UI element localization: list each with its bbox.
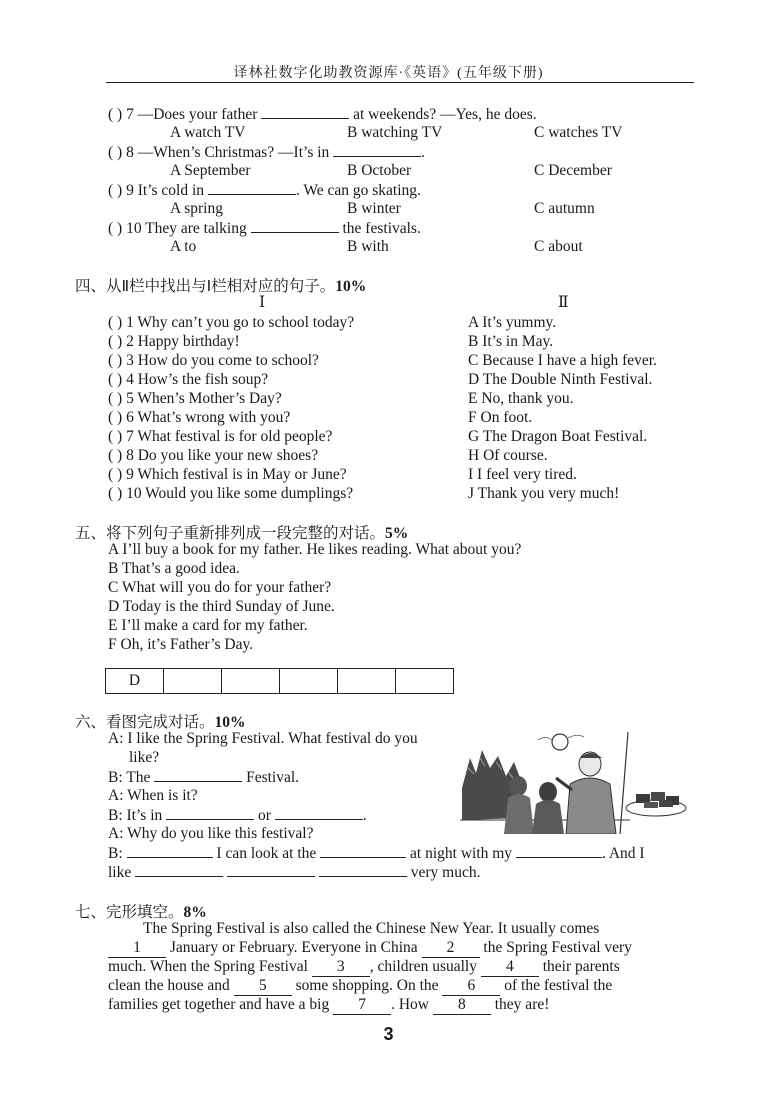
- cloze-blank[interactable]: 6: [442, 976, 500, 996]
- cloze-line-5: families get together and have a big 7 . How 8 they are!: [108, 996, 550, 1013]
- cloze-blank[interactable]: 8: [433, 995, 491, 1015]
- mother-body-icon: [532, 800, 564, 834]
- column-one-item: ( ) 10 Would you like some dumplings?: [108, 485, 354, 502]
- dialogue-line-7: like very much.: [108, 864, 481, 881]
- running-header: 译林社数字化助教资源库·《英语》(五年级下册): [233, 66, 544, 81]
- column-two-item: G The Dragon Boat Festival.: [468, 428, 648, 445]
- cloze-blank[interactable]: 3: [312, 957, 370, 977]
- dialogue-sentence: C What will you do for your father?: [108, 579, 332, 596]
- column-two-item: E No, thank you.: [468, 390, 574, 407]
- column-two-heading: Ⅱ: [558, 294, 569, 311]
- column-two-item: H Of course.: [468, 447, 548, 464]
- column-two-item: D The Double Ninth Festival.: [468, 371, 653, 388]
- column-two-item: C Because I have a high fever.: [468, 352, 657, 369]
- dialogue-line-6: B: I can look at the at night with my . And I: [108, 845, 645, 862]
- answer-blank[interactable]: [261, 104, 349, 119]
- order-answer-cell[interactable]: [164, 669, 222, 694]
- dialogue-sentence: F Oh, it’s Father’s Day.: [108, 636, 254, 653]
- child-head-icon: [509, 776, 527, 796]
- dialogue-sentence: D Today is the third Sunday of June.: [108, 598, 335, 615]
- order-answer-row: [106, 669, 454, 694]
- column-one-item: ( ) 5 When’s Mother’s Day?: [108, 390, 282, 407]
- column-two-item: A It’s yummy.: [468, 314, 557, 331]
- q10-stem: ( ) 10 They are talking the festivals.: [108, 220, 421, 237]
- answer-blank[interactable]: [127, 843, 213, 858]
- answer-blank[interactable]: [227, 862, 315, 877]
- answer-blank[interactable]: [251, 218, 339, 233]
- header-rule: [106, 82, 694, 83]
- dialogue-line-5: A: Why do you like this festival?: [108, 825, 314, 842]
- child-body-icon: [504, 794, 534, 834]
- dialogue-line-1: A: I like the Spring Festival. What festival do you: [108, 730, 418, 747]
- column-one-item: ( ) 7 What festival is for old people?: [108, 428, 333, 445]
- mother-head-icon: [539, 782, 557, 802]
- mooncake-icon: [659, 801, 673, 807]
- column-one-item: ( ) 2 Happy birthday!: [108, 333, 240, 350]
- cloze-line-3: much. When the Spring Festival 3 , children usually 4 their parents: [108, 958, 620, 975]
- q9-stem: ( ) 9 It’s cold in . We can go skating.: [108, 182, 421, 199]
- column-one-item: ( ) 1 Why can’t you go to school today?: [108, 314, 355, 331]
- cloze-blank[interactable]: 1: [108, 938, 166, 958]
- cloze-blank[interactable]: 5: [234, 976, 292, 996]
- cloze-blank[interactable]: 4: [481, 957, 539, 977]
- q7-option-b: B watching TV: [347, 124, 443, 141]
- order-answer-cell[interactable]: [280, 669, 338, 694]
- answer-blank[interactable]: [154, 767, 242, 782]
- dialogue-line-4: B: It’s in or .: [108, 807, 367, 824]
- section4-title: 四、从Ⅱ栏中找出与Ⅰ栏相对应的句子。10%: [75, 277, 367, 295]
- answer-blank[interactable]: [516, 843, 602, 858]
- q8-stem: ( ) 8 —When’s Christmas? —It’s in .: [108, 144, 426, 161]
- column-two-item: B It’s in May.: [468, 333, 554, 350]
- dialogue-sentence: A I’ll buy a book for my father. He likes reading. What about you?: [108, 541, 522, 558]
- answer-blank[interactable]: [333, 142, 421, 157]
- q9-option-b: B winter: [347, 200, 401, 217]
- column-two-item: I I feel very tired.: [468, 466, 577, 483]
- q10-option-c: C about: [534, 238, 583, 255]
- answer-blank[interactable]: [320, 843, 406, 858]
- section7-title: 七、完形填空。8%: [75, 903, 207, 921]
- q7-option-c: C watches TV: [534, 124, 623, 141]
- answer-blank[interactable]: [135, 862, 223, 877]
- answer-blank[interactable]: [208, 180, 296, 195]
- column-one-item: ( ) 8 Do you like your new shoes?: [108, 447, 319, 464]
- dialogue-sentence: B That’s a good idea.: [108, 560, 240, 577]
- mooncake-icon: [651, 792, 665, 801]
- q8-option-c: C December: [534, 162, 612, 179]
- cloze-line-2: 1 January or February. Everyone in China 2 the Spring Festival very: [108, 938, 632, 958]
- order-answer-grid: [105, 668, 454, 694]
- cloze-line-4: clean the house and 5 some shopping. On the 6 of the festival the: [108, 977, 613, 994]
- q9-option-c: C autumn: [534, 200, 595, 217]
- dialogue-line-2: B: The Festival.: [108, 769, 300, 786]
- mooncake-icon: [636, 794, 650, 803]
- q7-stem: ( ) 7 —Does your father at weekends? —Yes, he does.: [108, 106, 537, 123]
- order-answer-cell[interactable]: [222, 669, 280, 694]
- q8-option-b: B October: [347, 162, 412, 179]
- column-one-item: ( ) 3 How do you come to school?: [108, 352, 319, 369]
- cloze-line-1: The Spring Festival is also called the Chinese New Year. It usually comes: [143, 920, 600, 937]
- column-two-item: F On foot.: [468, 409, 533, 426]
- q9-option-a: A spring: [170, 200, 223, 217]
- section5-title: 五、将下列句子重新排列成一段完整的对话。5%: [75, 524, 409, 542]
- cloze-blank[interactable]: 7: [333, 995, 391, 1015]
- dialogue-line-3: A: When is it?: [108, 787, 198, 804]
- festival-illustration: [460, 728, 692, 834]
- order-answer-cell[interactable]: D: [106, 669, 164, 694]
- cloze-blank[interactable]: 2: [422, 938, 480, 958]
- column-one-heading: Ⅰ: [259, 294, 266, 311]
- column-one-item: ( ) 9 Which festival is in May or June?: [108, 466, 347, 483]
- q10-option-a: A to: [170, 238, 197, 255]
- column-two-item: J Thank you very much!: [468, 485, 620, 502]
- moon-icon: [552, 734, 568, 750]
- q10-option-b: B with: [347, 238, 389, 255]
- dialogue-sentence: E I’ll make a card for my father.: [108, 617, 308, 634]
- dialogue-line-1-cont: like?: [129, 749, 160, 766]
- mooncake-icon: [644, 802, 658, 808]
- father-body-icon: [566, 778, 616, 834]
- order-answer-cell[interactable]: [396, 669, 454, 694]
- order-answer-cell[interactable]: [338, 669, 396, 694]
- column-one-item: ( ) 6 What’s wrong with you?: [108, 409, 291, 426]
- answer-blank[interactable]: [275, 805, 363, 820]
- column-one-item: ( ) 4 How’s the fish soup?: [108, 371, 269, 388]
- answer-blank[interactable]: [166, 805, 254, 820]
- answer-blank[interactable]: [319, 862, 407, 877]
- section6-title: 六、看图完成对话。10%: [75, 713, 246, 731]
- q7-option-a: A watch TV: [170, 124, 246, 141]
- q8-option-a: A September: [170, 162, 251, 179]
- page-number: 3: [383, 1024, 394, 1044]
